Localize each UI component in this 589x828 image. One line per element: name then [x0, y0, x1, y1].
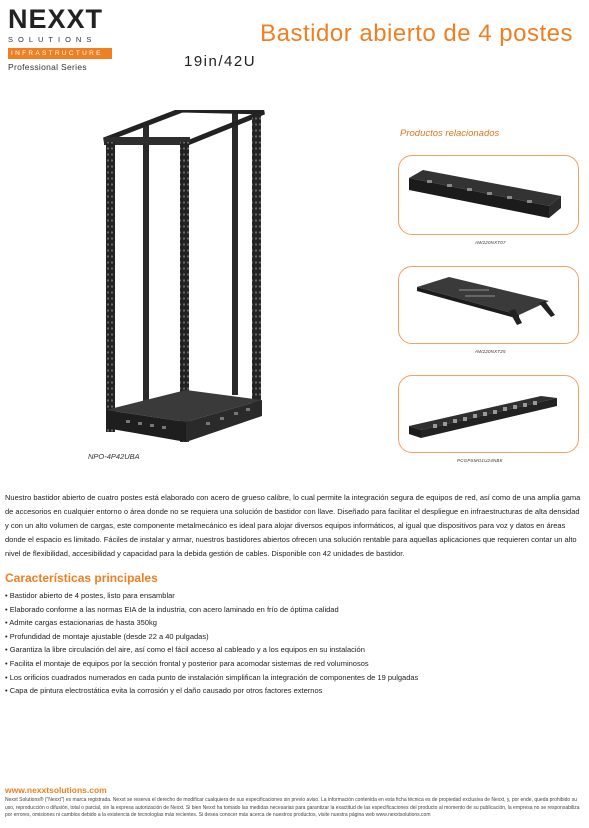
legal-notice: Nexxt Solutions® ("Nexxt") es marca registrada. Nexxt se reserva el derecho de modificar cualquiera de sus especificaciones sin previo aviso. La información contenida en esta ficha técnica es de propiedad exclusiva de Nexxt, y, por ende, queda prohibido su uso, reproducción o difusión, total o parcial, sin la expresa autorización de Nexxt. Si bien Nexxt ha tomado las medidas necesarias para garantizar la exactitud de las especificaciones del producto al momento de su publicación, la empresa no se responsabiliza por errores, omisiones ni cambios debido a la existencia de tecnologías más recientes. Si desea conocer más acerca de nuestros productos, visite nuestra página web www.nexxtsolutions.com: [5, 797, 580, 818]
shelf-image: [399, 267, 577, 343]
feature-item: • Los orificios cuadrados numerados en cada punto de instalación simplifican la integración de componentes de 19 pulgadas: [5, 672, 419, 682]
features-list: [5, 589, 583, 698]
related-product-code: AW220NXT07: [475, 240, 506, 245]
features-title: Características principales: [5, 571, 158, 585]
feature-item: • Capa de pintura electrostática evita la corrosión y el daño causado por otros factores externos: [5, 686, 323, 696]
feature-item: • Facilita el montaje de equipos por la sección frontal y posterior para acomodar sistemas de red voluminosos: [5, 658, 369, 668]
feature-item: • Elaborado conforme a las normas EIA de la industria, con acero laminado en frío de óptima calidad: [5, 604, 339, 614]
page-subtitle: 19in/42U: [184, 53, 257, 70]
feature-item: • Profundidad de montaje ajustable (desde 22 a 40 pulgadas): [5, 631, 209, 641]
related-product-code: AW220NXT25: [475, 349, 506, 354]
feature-item: • Admite cargas estacionarias de hasta 350kg: [5, 618, 157, 628]
logo-brand: NEXXT: [8, 4, 104, 34]
feature-item: • Garantiza la libre circulación del aire, así como el fácil acceso al cableado y a los equipos en su instalación: [5, 645, 365, 655]
patch-panel-image: [399, 376, 577, 452]
related-products-title: Productos relacionados: [400, 128, 500, 139]
cable-manager-image: [399, 156, 577, 234]
page-title: Bastidor abierto de 4 postes: [260, 20, 573, 47]
feature-item: • Bastidor abierto de 4 postes, listo para ensamblar: [5, 591, 175, 600]
logo-band: INFRASTRUCTURE: [8, 48, 112, 59]
rack-image: [86, 110, 266, 455]
related-product-card[interactable]: [398, 375, 579, 463]
product-model: NPO-4P42UBA: [88, 452, 140, 461]
related-product-card[interactable]: [398, 155, 579, 245]
product-description: Nuestro bastidor abierto de cuatro postes está elaborado con acero de grueso calibre, lo cual permite la integración segura de equipos de red, así como de una amplia gama de accesorios en cualquier entorno o área donde no se requiera una solución de bastidor con llave. Diseñado para facilitar el despliegue en infraestructuras de alta densidad y con un alto volumen de cargas, este componente metalmecánico es ideal para alojar diversos equipos informáticos, al igual que dispositivos para voz y datos en áreas donde el espacio es limitado. Fáciles de instalar y armar, nuestros bastidores abiertos ofrecen una solución rentable para aquellas aplicaciones que requieren contar un alto nivel de flexibilidad, accesibilidad y capacidad para la debida gestión de cables. Disponible con 42 unidades de bastidor.: [5, 493, 581, 558]
logo-sub: SOLUTIONS: [8, 35, 97, 44]
logo-series: Professional Series: [8, 62, 87, 72]
brand-logo: [8, 6, 120, 78]
website-link[interactable]: www.nexxtsolutions.com: [5, 785, 107, 795]
related-product-code: PCGPSMO1U24NBK: [457, 458, 503, 463]
related-product-card[interactable]: [398, 266, 579, 354]
